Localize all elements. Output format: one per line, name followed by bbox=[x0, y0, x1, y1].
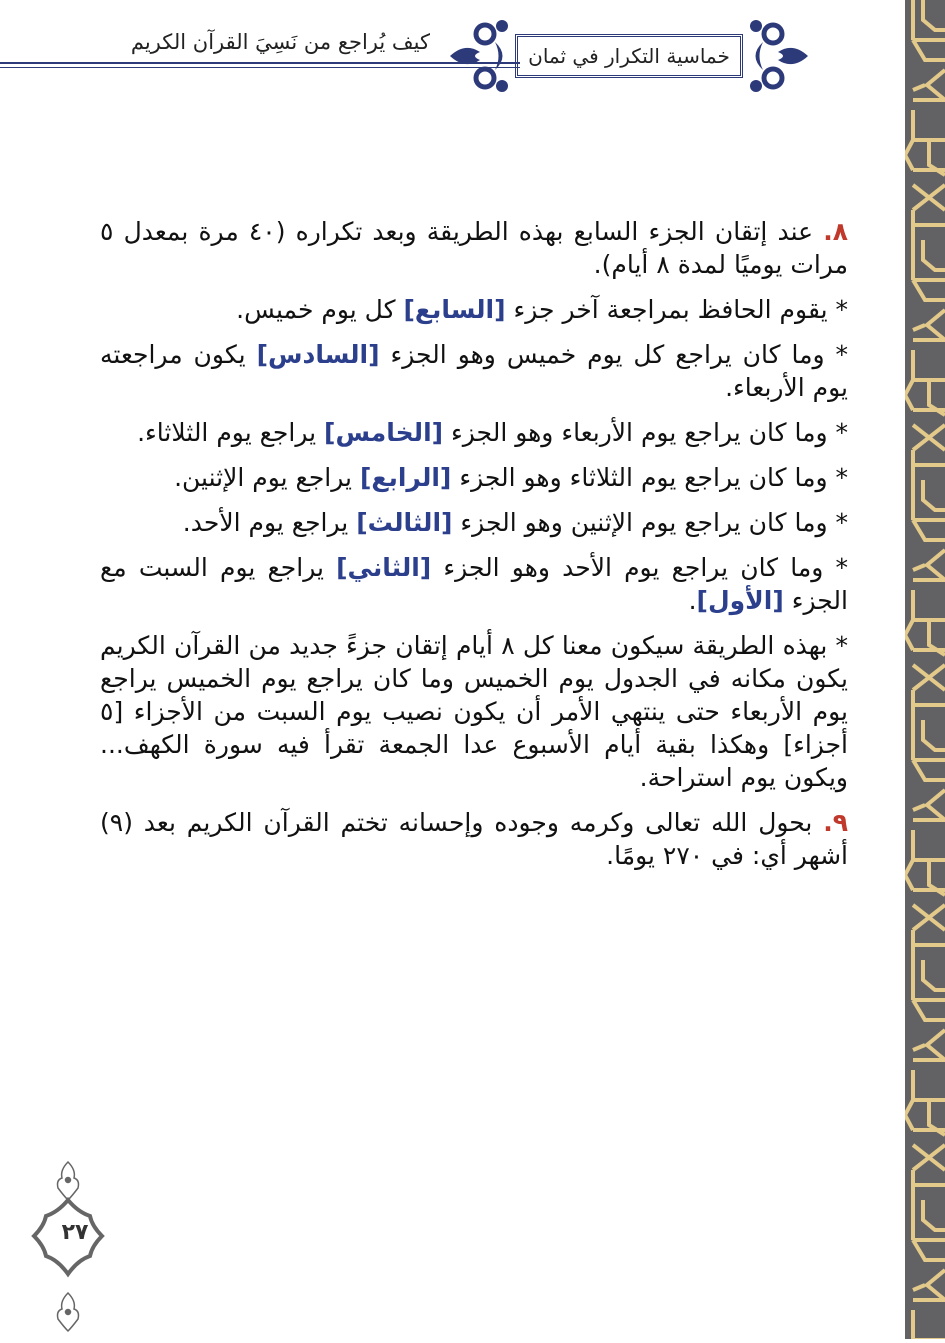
highlighted-juz: [الأول] bbox=[696, 586, 784, 615]
highlighted-juz: [الثالث] bbox=[356, 508, 453, 537]
highlighted-juz: [الثاني] bbox=[336, 553, 432, 582]
bullet-2 bbox=[100, 338, 848, 404]
bullet-4 bbox=[100, 461, 848, 494]
item-text: عند إتقان الجزء السابع بهذه الطريقة وبعد تكراره (٤٠ مرة بمعدل ٥ مرات يوميًا لمدة ٨ أيام). bbox=[100, 217, 848, 279]
page-number-ornament bbox=[20, 1150, 130, 1339]
item-8 bbox=[100, 215, 848, 281]
bullet-text: يراجع يوم السبت مع الجزء bbox=[100, 553, 848, 615]
highlighted-juz: [السابع] bbox=[403, 295, 506, 324]
item-number: ٨. bbox=[823, 217, 848, 246]
item-9 bbox=[100, 806, 848, 872]
summary-paragraph: * بهذه الطريقة سيكون معنا كل ٨ أيام إتقان جزءً جديد من القرآن الكريم يكون مكانه في الجدول يوم الخميس وما كان يراجع يوم الخميس يراجع يوم الأربعاء حتى ينتهي الأمر أن يكون نصيب يوم السبت من الأجزاء [٥ أجزاء] وهكذا بقية أيام الأسبوع عدا الجمعة تقرأ فيه سورة الكهف... ويكون يوم استراحة. bbox=[100, 631, 849, 792]
geometric-pattern-icon bbox=[905, 0, 945, 1339]
bullet-text: يراجع يوم الإثنين. bbox=[174, 463, 360, 492]
bullet-6 bbox=[100, 551, 848, 617]
highlighted-juz: [الخامس] bbox=[324, 418, 444, 447]
chapter-cartouche bbox=[440, 12, 818, 100]
highlighted-juz: [الرابع] bbox=[359, 463, 452, 492]
item-number: ٩. bbox=[823, 808, 848, 837]
chapter-title: خماسية التكرار في ثمان bbox=[528, 44, 730, 68]
bullet-text: * يقوم الحافظ بمراجعة آخر جزء bbox=[505, 295, 848, 324]
bullet-text: كل يوم خميس. bbox=[236, 295, 404, 324]
page-body bbox=[100, 215, 848, 884]
chapter-title-frame bbox=[515, 34, 743, 78]
bullet-text: * وما كان يراجع يوم الثلاثاء وهو الجزء bbox=[451, 463, 848, 492]
highlighted-juz: [السادس] bbox=[256, 340, 380, 369]
bullet-text: * وما كان يراجع يوم الأربعاء وهو الجزء bbox=[443, 418, 848, 447]
bullet-5 bbox=[100, 506, 848, 539]
bullet-text: يراجع يوم الأحد. bbox=[182, 508, 357, 537]
bullet-text: * وما كان يراجع يوم الإثنين وهو الجزء bbox=[452, 508, 848, 537]
decorative-side-border bbox=[905, 0, 945, 1339]
bullet-3 bbox=[100, 416, 848, 449]
bullet-text: . bbox=[688, 586, 697, 615]
bullet-text: يراجع يوم الثلاثاء. bbox=[137, 418, 325, 447]
bullet-1 bbox=[100, 293, 848, 326]
running-title: كيف يُراجع من نَسِيَ القرآن الكريم bbox=[130, 30, 430, 54]
bullet-text: * وما كان يراجع كل يوم خميس وهو الجزء bbox=[379, 340, 849, 369]
page-header bbox=[0, 0, 900, 110]
page-number: ٢٧ bbox=[61, 1220, 89, 1245]
bullet-text: * وما كان يراجع يوم الأحد وهو الجزء bbox=[431, 553, 848, 582]
bullet-text: يكون مراجعته يوم الأربعاء. bbox=[100, 340, 848, 402]
item-text: بحول الله تعالى وكرمه وجوده وإحسانه تختم القرآن الكريم بعد (٩) أشهر أي: في ٢٧٠ يومًا. bbox=[100, 808, 848, 870]
